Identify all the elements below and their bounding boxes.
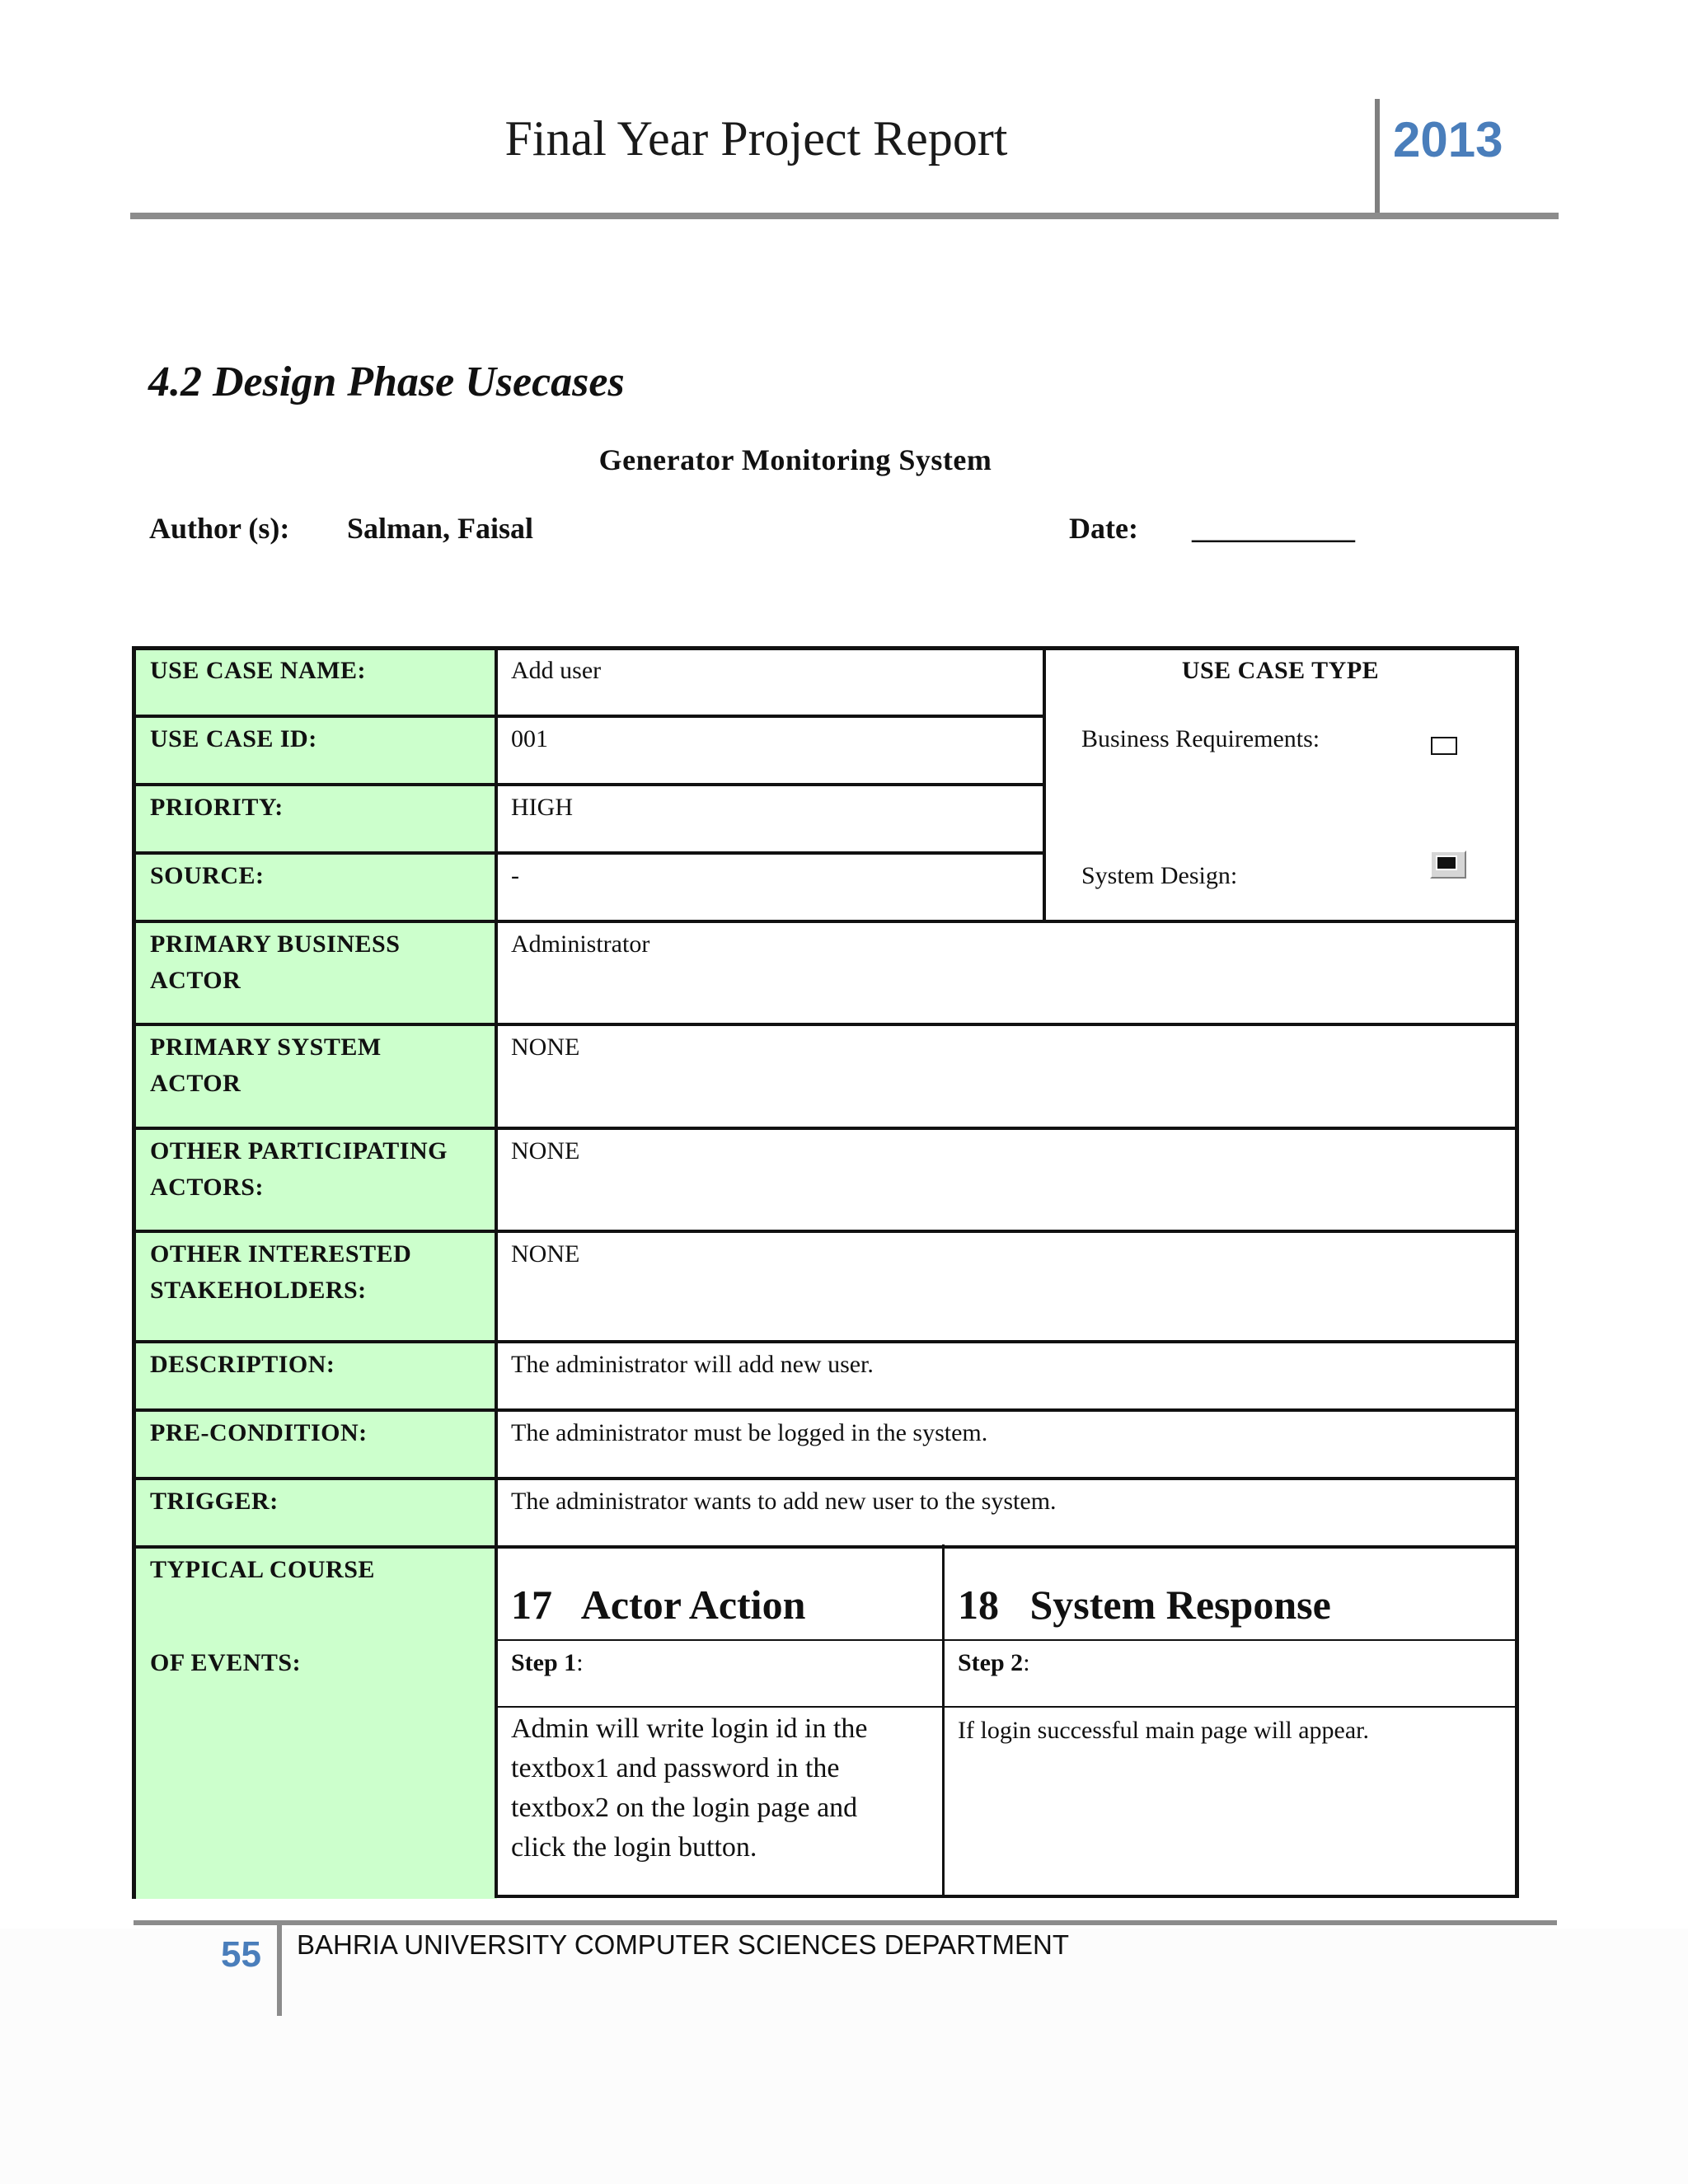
priority-label: PRIORITY: xyxy=(150,794,284,821)
course-column-divider xyxy=(942,1544,945,1898)
system-design-checkbox[interactable] xyxy=(1430,851,1466,879)
table-border-left xyxy=(132,646,136,1899)
description-value: The administrator will add new user. xyxy=(511,1351,874,1378)
use-case-table xyxy=(132,646,1519,1899)
label-line: PRIMARY BUSINESS xyxy=(150,930,401,958)
row-divider xyxy=(132,1340,1519,1343)
primary-business-actor-value: Administrator xyxy=(511,930,650,958)
date-label: Date: xyxy=(1069,512,1138,545)
use-case-name-value: Add user xyxy=(511,657,602,684)
trigger-value: The administrator wants to add new user to the system. xyxy=(511,1488,1057,1515)
row-divider xyxy=(132,1545,1519,1549)
section-heading: 4.2 Design Phase Usecases xyxy=(148,359,625,405)
use-case-id-value: 001 xyxy=(511,725,548,752)
typical-course-label-2: OF EVENTS: xyxy=(150,1649,302,1676)
report-year: 2013 xyxy=(1393,112,1503,167)
row-divider xyxy=(132,851,1046,855)
table-border-bottom xyxy=(495,1895,1519,1898)
actor-action-line: click the login button. xyxy=(511,1832,757,1863)
actor-action-line: textbox1 and password in the xyxy=(511,1753,840,1783)
footer-rule xyxy=(134,1920,1557,1925)
other-interested-stakeholders-value: NONE xyxy=(511,1240,580,1268)
step-2-colon: : xyxy=(1023,1649,1030,1676)
actor-action-line: textbox2 on the login page and xyxy=(511,1793,858,1823)
label-line: OTHER PARTICIPATING xyxy=(150,1137,448,1165)
table-border-top xyxy=(132,646,1519,650)
row-divider xyxy=(132,715,1046,718)
description-label: DESCRIPTION: xyxy=(150,1351,335,1378)
actor-action-text xyxy=(511,1709,868,1868)
pre-condition-label: PRE-CONDITION: xyxy=(150,1419,368,1446)
department-name: BAHRIA UNIVERSITY COMPUTER SCIENCES DEPARTMENT xyxy=(297,1929,1069,1960)
system-response-text: If login successful main page will appear. xyxy=(958,1717,1370,1744)
page-number: 55 xyxy=(221,1934,261,1975)
typical-course-label-1: TYPICAL COURSE xyxy=(150,1556,375,1583)
step-2-label xyxy=(958,1645,1030,1681)
priority-value: HIGH xyxy=(511,794,573,821)
trigger-label: TRIGGER: xyxy=(150,1488,279,1515)
label-line: ACTOR xyxy=(150,1070,241,1097)
label-line: ACTOR xyxy=(150,967,241,994)
course-divider xyxy=(495,1639,1519,1641)
report-title: Final Year Project Report xyxy=(504,111,1008,166)
system-title: Generator Monitoring System xyxy=(598,443,992,476)
use-case-name-label: USE CASE NAME: xyxy=(150,657,367,684)
business-requirements-checkbox[interactable] xyxy=(1431,737,1457,755)
row-divider xyxy=(132,1127,1519,1130)
row-divider xyxy=(132,1023,1519,1026)
label-line: STAKEHOLDERS: xyxy=(150,1277,367,1304)
step-1-text: Step 1 xyxy=(511,1649,577,1676)
label-value-divider xyxy=(495,646,498,1898)
other-interested-stakeholders-label xyxy=(150,1236,411,1309)
row-divider xyxy=(132,1230,1519,1233)
date-value: ___________ xyxy=(1192,512,1355,545)
step-1-colon: : xyxy=(576,1649,584,1676)
other-participating-actors-label xyxy=(150,1133,448,1206)
other-participating-actors-value: NONE xyxy=(511,1137,580,1165)
actor-action-heading: 17 Actor Action xyxy=(511,1582,806,1628)
primary-system-actor-label xyxy=(150,1029,382,1102)
row-divider xyxy=(132,1477,1519,1480)
system-response-heading: 18 System Response xyxy=(958,1582,1331,1628)
business-requirements-label: Business Requirements: xyxy=(1081,725,1320,752)
step-2-text: Step 2 xyxy=(958,1649,1024,1676)
system-design-label: System Design: xyxy=(1081,862,1238,889)
actor-action-line: Admin will write login id in the xyxy=(511,1713,868,1744)
table-border-right xyxy=(1515,646,1519,1897)
header-rule xyxy=(130,213,1559,219)
author-label: Author (s): xyxy=(149,512,290,545)
primary-business-actor-label xyxy=(150,926,400,999)
checkbox-fill-icon xyxy=(1436,855,1457,870)
label-line: ACTORS: xyxy=(150,1174,264,1201)
step-1-label xyxy=(511,1645,584,1681)
row-divider xyxy=(132,920,1519,923)
label-line: OTHER INTERESTED xyxy=(150,1240,412,1268)
label-line: PRIMARY SYSTEM xyxy=(150,1033,382,1061)
author-value: Salman, Faisal xyxy=(347,512,534,545)
footer-divider xyxy=(277,1925,282,2016)
row-divider xyxy=(132,783,1046,786)
primary-system-actor-value: NONE xyxy=(511,1033,580,1061)
use-case-type-label: USE CASE TYPE xyxy=(1181,657,1380,684)
course-divider xyxy=(495,1706,1519,1708)
header-divider xyxy=(1375,99,1380,216)
source-label: SOURCE: xyxy=(150,862,265,889)
row-divider xyxy=(132,1408,1519,1412)
source-value: - xyxy=(511,862,519,889)
use-case-id-label: USE CASE ID: xyxy=(150,725,317,752)
pre-condition-value: The administrator must be logged in the system. xyxy=(511,1419,988,1446)
